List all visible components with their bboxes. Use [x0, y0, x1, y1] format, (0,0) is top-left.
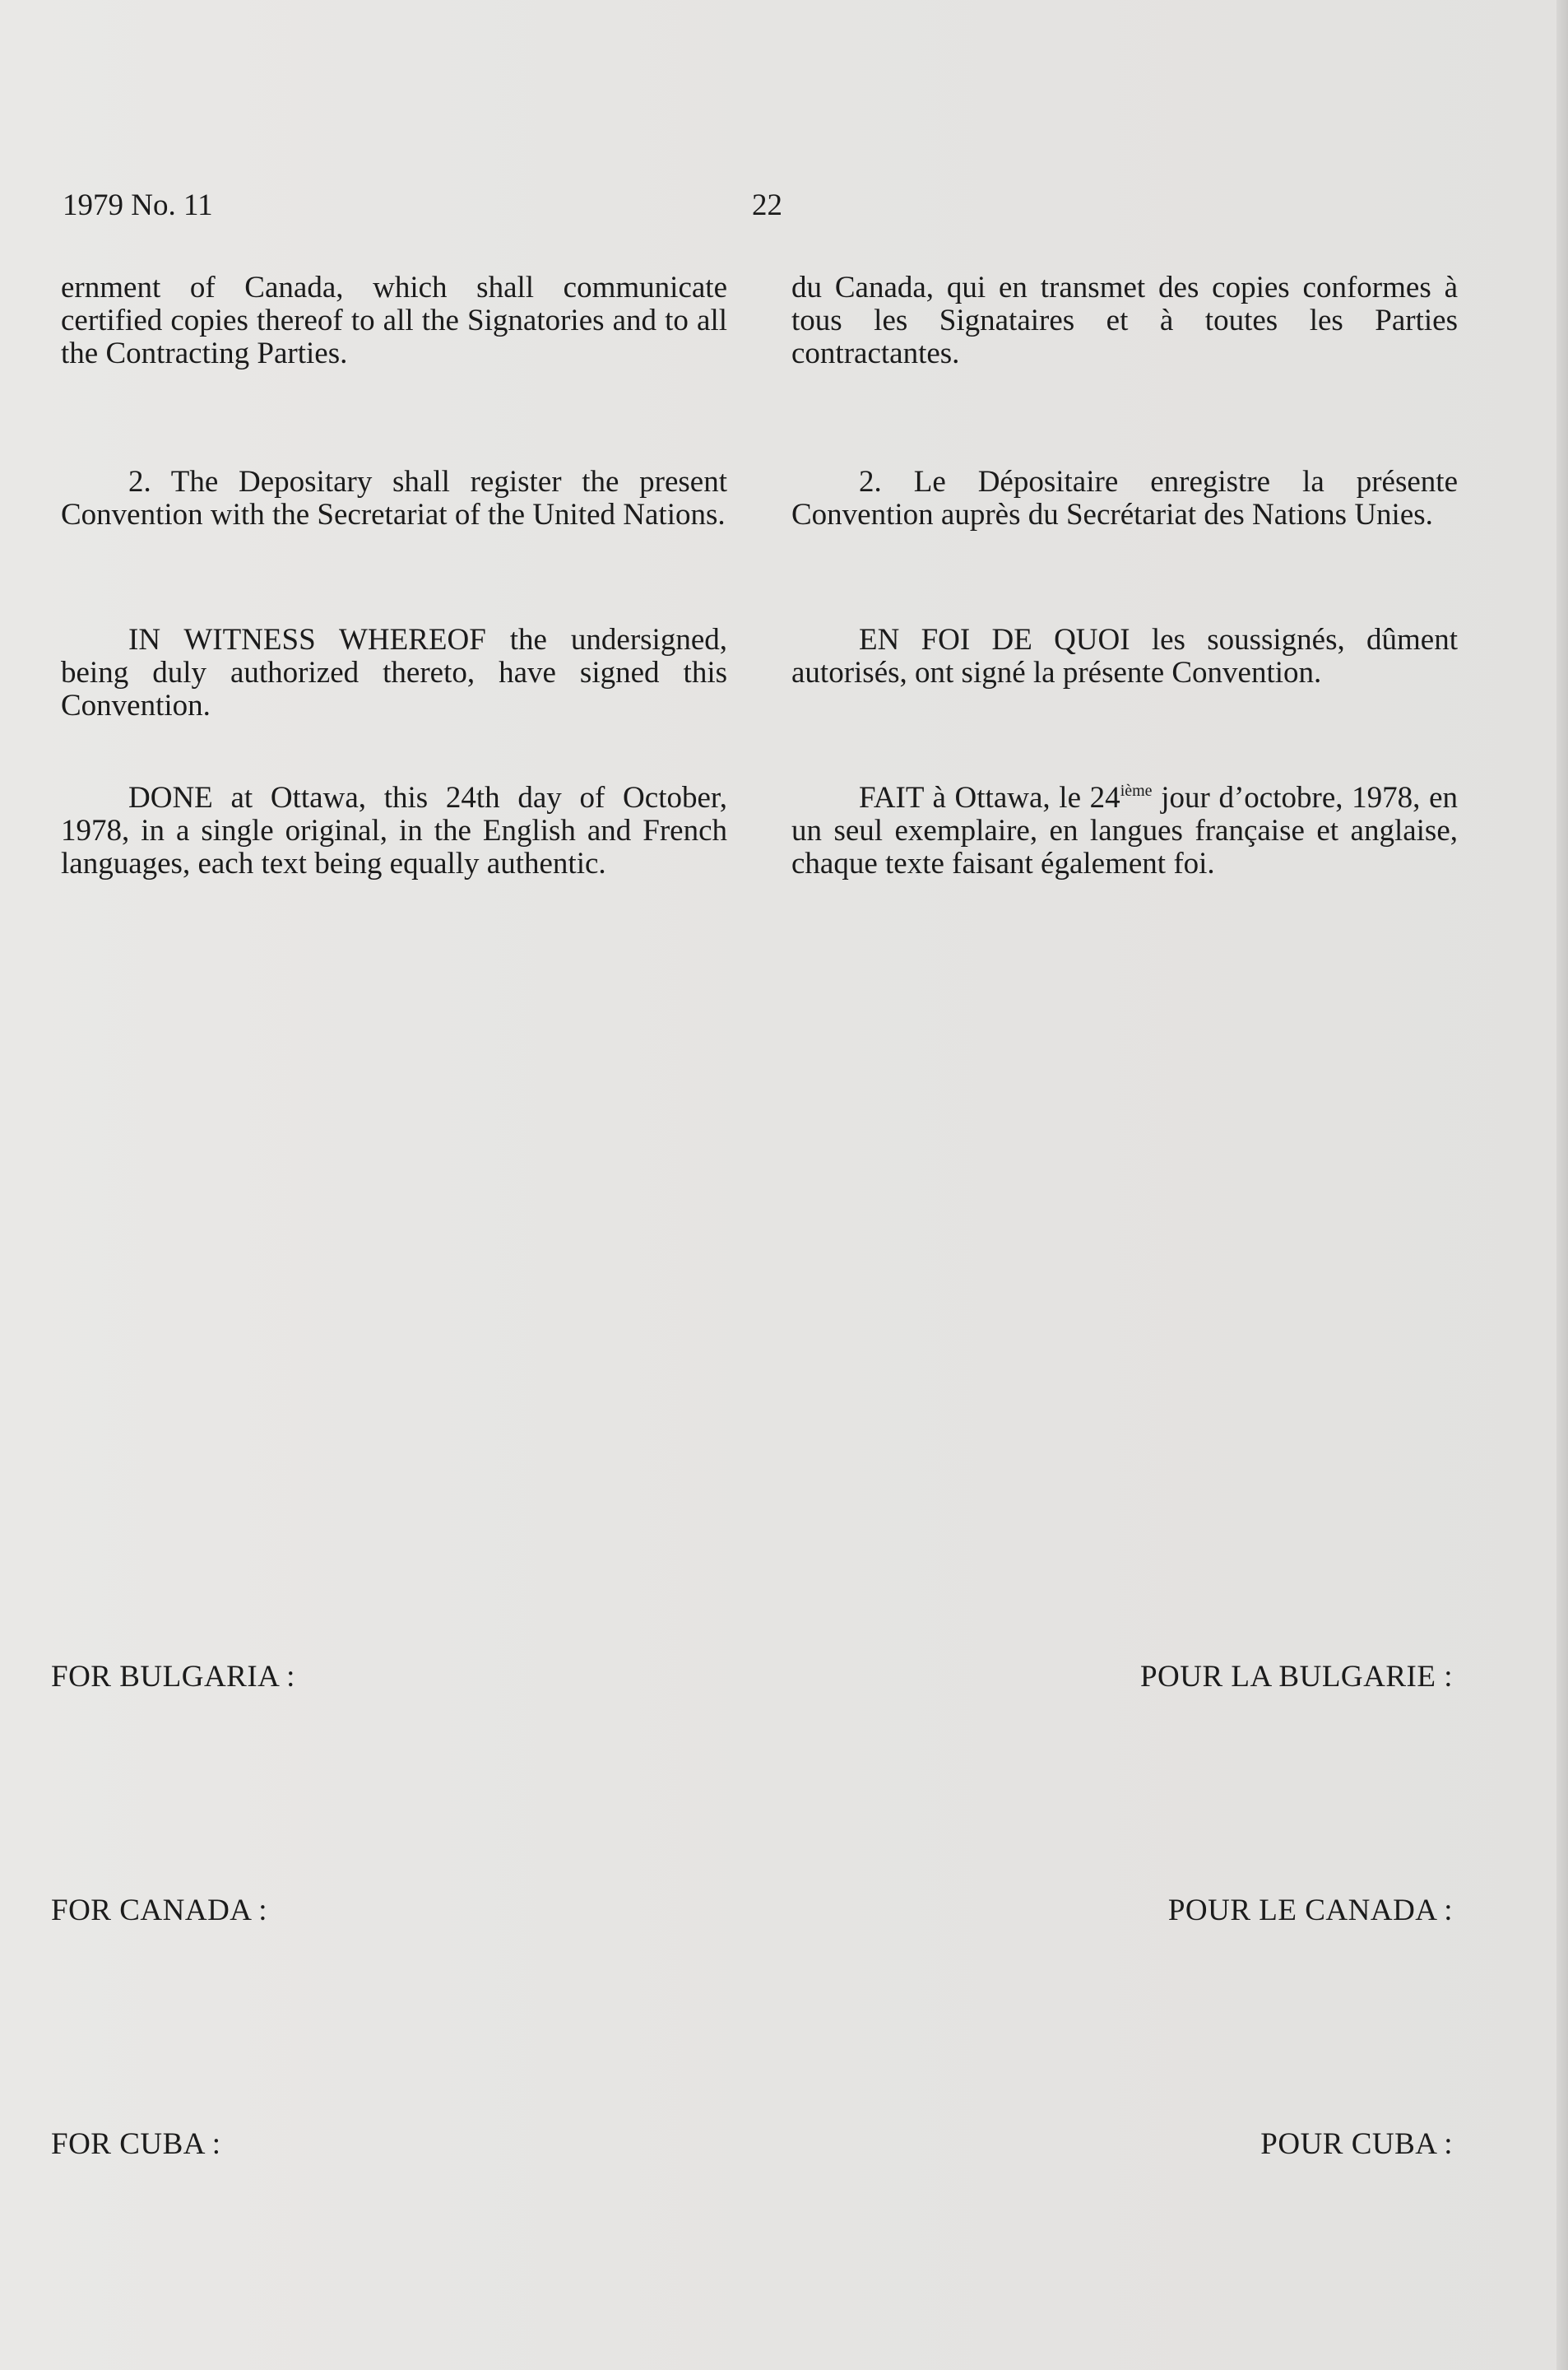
page-header [63, 188, 1510, 229]
year-number: 1979 No. 11 [63, 188, 213, 222]
french-paragraph-2: 2. Le Dépositaire enregistre la présente Convention auprès du Secrétariat des Nations Unies. [791, 465, 1458, 532]
signature-cuba-en: FOR CUBA : [51, 2127, 221, 2161]
english-paragraph-2: 2. The Depositary shall register the present Convention with the Secretariat of the United Nations. [61, 465, 727, 532]
french-paragraph-1: du Canada, qui en transmet des copies conformes à tous les Signataires et à toutes les Parties contractantes. [791, 271, 1458, 370]
signature-cuba-fr: POUR CUBA : [1260, 2127, 1453, 2161]
page-edge [1556, 0, 1568, 2370]
english-paragraph-1: ernment of Canada, which shall communicate certified copies thereof to all the Signatories and to all the Contracting Parties. [61, 271, 727, 370]
french-paragraph-3: EN FOI DE QUOI les soussignés, dûment autorisés, ont signé la présente Convention. [791, 623, 1458, 690]
page-number: 22 [752, 188, 782, 222]
french-paragraph-4-end: jour d’octobre, 1978, en un seul exemplaire, en langues française et anglaise, chaque texte faisant également foi. [791, 781, 1459, 881]
signature-canada-fr: POUR LE CANADA : [1167, 1894, 1453, 1927]
french-paragraph-4 [791, 782, 1458, 881]
english-paragraph-4: DONE at Ottawa, this 24th day of October, 1978, in a single original, in the English and French languages, each text being equally authentic. [61, 781, 727, 881]
signature-canada-en: FOR CANADA : [51, 1894, 267, 1927]
signature-bulgaria-en: FOR BULGARIA : [51, 1660, 295, 1694]
signature-bulgaria-fr: POUR LA BULGARIE : [1139, 1660, 1453, 1694]
french-paragraph-4-start: FAIT à Ottawa, le 24 [859, 781, 1120, 815]
english-paragraph-3: IN WITNESS WHEREOF the undersigned, being duly authorized thereto, have signed this Convention. [61, 623, 727, 723]
ordinal-superscript: ième [1120, 782, 1153, 800]
